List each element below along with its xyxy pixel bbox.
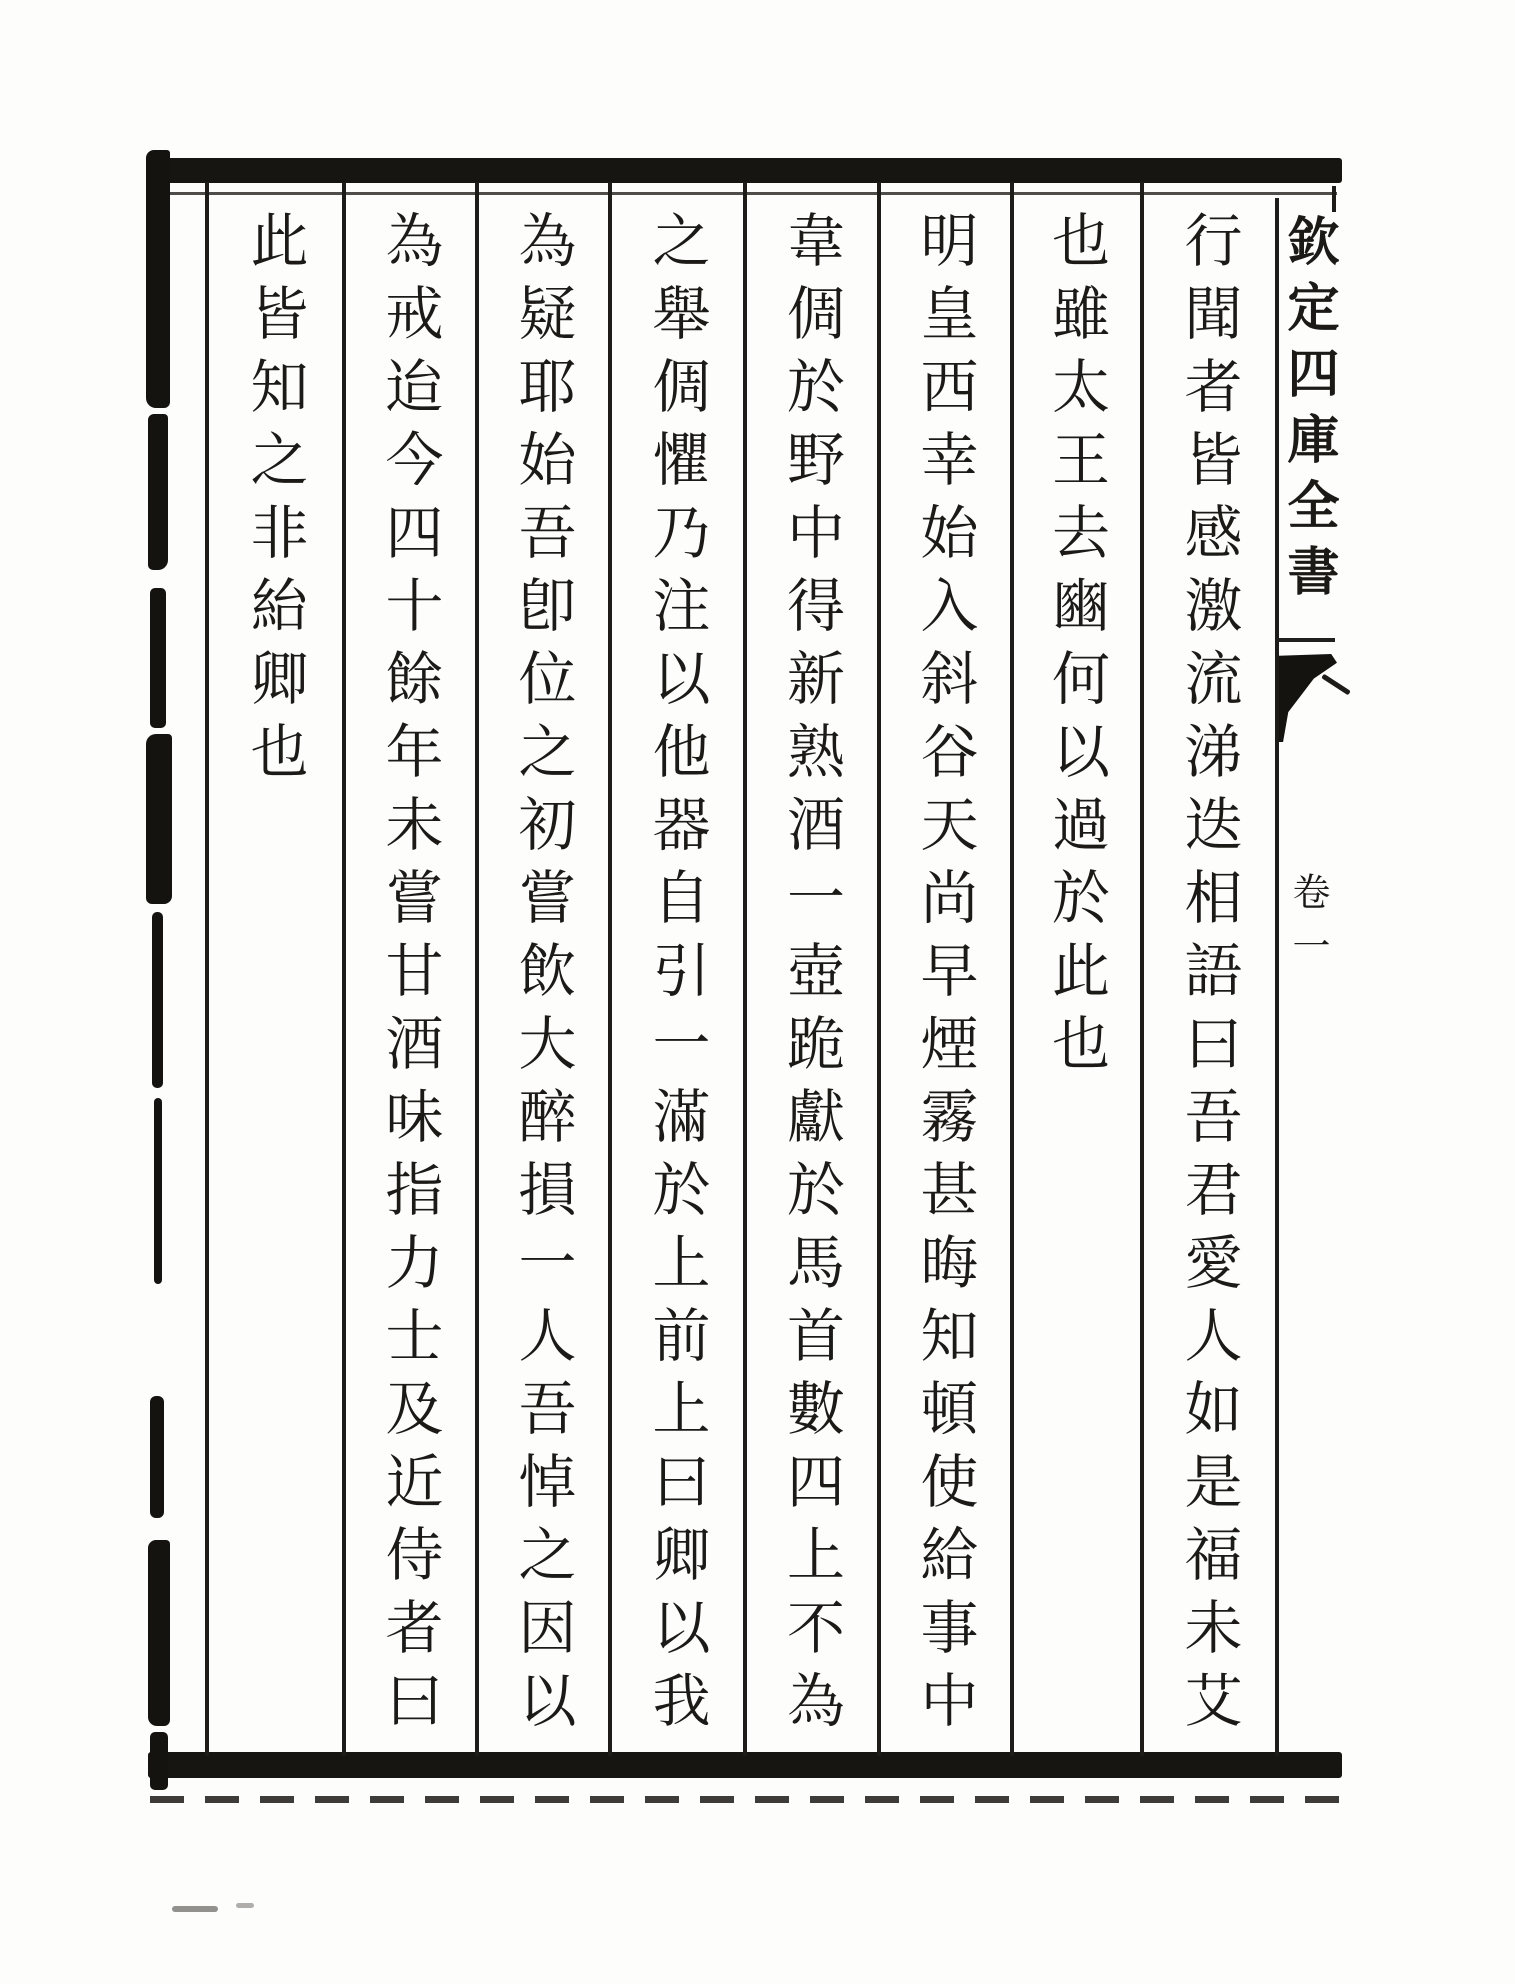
scan-speck	[172, 1906, 218, 1912]
fish-tail-mark-icon	[1279, 654, 1337, 742]
ink-blotch	[150, 1732, 168, 1790]
ink-blotch	[150, 588, 166, 728]
ink-blotch	[152, 912, 163, 1088]
column-text: 明皇西幸始入斜谷天尚早煙霧甚晦知頓使給事中	[910, 210, 979, 1743]
column-text: 行聞者皆感激流涕迭相語曰吾君愛人如是福未艾	[1174, 210, 1243, 1743]
title-box-bottom-line	[1277, 638, 1335, 642]
text-column-5	[610, 210, 743, 1755]
top-border	[148, 158, 1342, 183]
column-text: 為疑耶始吾卽位之初嘗飲大醉損一人吾悼之因以	[508, 210, 577, 1743]
volume-label-column	[1279, 872, 1337, 1002]
ink-blotch	[146, 734, 172, 904]
volume-label: 卷一	[1286, 872, 1330, 980]
ink-blotch	[148, 1540, 170, 1726]
ink-blotch	[146, 150, 170, 408]
text-column-3	[879, 210, 1010, 1755]
text-column-6	[477, 210, 608, 1755]
work-title-column	[1279, 214, 1337, 634]
text-column-8	[207, 210, 342, 1755]
fish-tail-side-stroke-icon	[1321, 674, 1351, 696]
column-text: 此皆知之非紿卿也	[240, 210, 309, 794]
text-column-2	[1012, 210, 1140, 1755]
scan-speck	[236, 1903, 254, 1908]
bottom-broken-line	[150, 1796, 1340, 1803]
text-column-7	[344, 210, 475, 1755]
column-text: 之舉倜懼乃注以他器自引一滿於上前上曰卿以我	[642, 210, 711, 1743]
text-column-4	[745, 210, 877, 1755]
work-title: 欽定四庫全書	[1278, 214, 1339, 610]
ink-blotch	[150, 1396, 164, 1518]
column-text: 韋倜於野中得新熟酒一壺跪獻於馬首數四上不為	[777, 210, 845, 1743]
right-edge-tick	[1332, 186, 1336, 212]
text-column-1	[1142, 210, 1275, 1755]
column-text: 為戒迨今四十餘年未嘗甘酒味指力士及近侍者曰	[375, 210, 444, 1743]
column-text: 也雖太王去豳何以過於此也	[1042, 210, 1110, 1086]
ink-blotch	[154, 1098, 162, 1284]
ink-blotch	[148, 414, 168, 570]
